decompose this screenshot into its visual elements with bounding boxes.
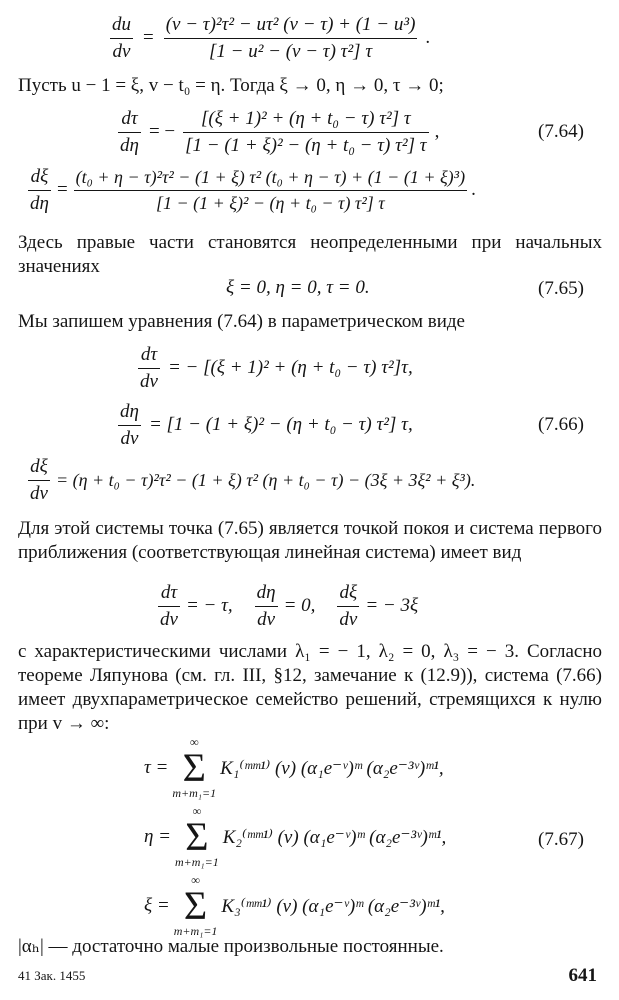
equation-7-66-c: [28, 456, 475, 505]
page-number: 641: [568, 965, 597, 986]
xi-rhs: = − 3ξ: [365, 595, 419, 617]
lhs: τ =: [144, 757, 169, 778]
equation-7-66-b: [118, 401, 413, 450]
equation-linear-system: [158, 582, 418, 631]
equation-punct: .: [425, 27, 431, 49]
rhs-expression: = [1 − (1 + ξ)² − (η + t₀ − τ) τ²] τ,: [148, 414, 413, 436]
lhs-denominator: dv: [140, 370, 158, 392]
rhs-denominator: [1 − (1 + ξ)² − (η + t₀ − τ) τ²] τ: [185, 134, 427, 156]
lhs-numerator: dη: [120, 401, 139, 422]
summand: K₃⁽ᵐᵐ¹⁾ (v) (α₁e⁻ᵛ)ᵐ (α₂e⁻³ᵛ)ᵐ¹,: [221, 895, 445, 917]
summand: K₂⁽ᵐᵐ¹⁾ (v) (α₁e⁻ᵛ)ᵐ (α₂e⁻³ᵛ)ᵐ¹,: [222, 826, 447, 848]
rhs-fraction: [164, 14, 418, 63]
printer-signature: 41 Зак. 1455: [18, 968, 86, 983]
lhs-denominator: dη: [30, 192, 49, 214]
paragraph-constants: |αₕ| — достаточно малые произвольные постоянные.: [18, 936, 444, 957]
tau-rhs: = − τ,: [185, 595, 233, 617]
equation-7-64-a: [118, 108, 439, 157]
equation-number-7-64: (7.64): [538, 121, 584, 142]
lhs: η =: [144, 826, 171, 847]
equation-punct: .: [471, 179, 476, 201]
lower-limit: m+m₁=1: [172, 786, 217, 800]
upper-limit: ∞: [191, 873, 200, 887]
lhs-denominator: dv: [30, 482, 48, 504]
equation-number-7-66: (7.66): [538, 414, 584, 435]
sum-sign: ∞ Σ m+m₁=1: [172, 735, 217, 800]
lhs-numerator: dξ: [30, 456, 48, 477]
equation-7-67-xi: [144, 874, 445, 938]
equals-minus: = −: [148, 121, 176, 143]
lhs-numerator: dτ: [140, 344, 158, 365]
rhs-denominator: [1 − (1 + ξ)² − (η + t₀ − τ) τ²] τ: [155, 192, 385, 213]
equation-number-7-67: (7.67): [538, 829, 584, 850]
equation-7-64-b: $\frac{d\xi}{d\eta}$ = $\frac{\text{(t₀ + η − τ)²τ² − (1 + ξ) τ² (t₀ + η − τ) + (1 − (1 + ξ)³)}}{\text{[1 − (1 + ξ)² − (η + t₀ − τ) τ²] τ}}$ .: [30, 166, 476, 214]
equation-7-65: ξ = 0, η = 0, τ = 0.: [226, 277, 370, 298]
xi-numerator: dξ: [339, 582, 358, 603]
equation-7-66-a: [138, 344, 413, 393]
substitution-line: Пусть u − 1 = ξ, v − t₀ = η. Тогда ξ → 0, η → 0, τ → 0;: [18, 75, 444, 96]
rhs-expression: = (η + t₀ − τ)²τ² − (1 + ξ) τ² (η + t₀ − τ) − (3ξ + 3ξ² + ξ³).: [55, 469, 476, 490]
sum-sign: ∞ Σ m+m₁=1: [175, 804, 219, 869]
summand: K₁⁽ᵐᵐ¹⁾ (v) (α₁e⁻ᵛ)ᵐ (α₂e⁻³ᵛ)ᵐ¹,: [220, 757, 444, 779]
upper-limit: ∞: [189, 735, 199, 749]
tau-denominator: dv: [160, 608, 178, 630]
rhs-numerator: (v − τ)²τ² − uτ² (v − τ) + (1 − u³): [165, 14, 416, 35]
lhs-denominator: dv: [120, 427, 139, 449]
sum-sign: ∞ Σ m+m₁=1: [173, 873, 218, 938]
paragraph-lyapunov: с характеристическими числами λ₁ = − 1, λ₂ = 0, λ₃ = − 3. Согласно теореме Ляпунова (см. гл. III, §12, замечание к (12.9)), система (7.66) имеет двухпараметрическое семейство решений, стремящихся к нулю при v → ∞:: [18, 641, 602, 734]
lhs-denominator: dη: [120, 134, 139, 156]
rhs-expression: = − [(ξ + 1)² + (η + t₀ − τ) τ²]τ,: [167, 357, 413, 379]
equation-du-dv: $\frac{du}{dv}$ = $\frac{\text{(v − τ)²τ² − uτ² (v − τ) + (1 − u³)}}{\text{[1 − u² − (v − τ) τ²] τ}}$ .: [112, 14, 431, 62]
tau-numerator: dτ: [160, 582, 178, 603]
rhs-numerator: (t₀ + η − τ)²τ² − (1 + ξ) τ² (t₀ + η − τ) + (1 − (1 + ξ)³): [75, 167, 466, 188]
eta-denominator: dv: [257, 608, 276, 630]
xi-denominator: dv: [339, 608, 358, 630]
equation-number-7-65: (7.65): [538, 278, 584, 299]
lhs-fraction: [110, 14, 133, 63]
lower-limit: m+m₁=1: [175, 855, 219, 869]
lhs: ξ =: [144, 895, 170, 916]
lhs-numerator: du: [112, 14, 131, 35]
upper-limit: ∞: [192, 804, 202, 818]
paragraph-indeterminate: Здесь правые части становятся неопределенными при начальных значениях: [18, 232, 602, 277]
eta-rhs: = 0,: [283, 595, 316, 617]
rhs-numerator: [(ξ + 1)² + (η + t₀ − τ) τ²] τ: [201, 108, 411, 129]
lhs-denominator: dv: [112, 40, 131, 62]
lhs-numerator: dξ: [30, 166, 49, 187]
paragraph-linear-system: Для этой системы точка (7.65) является точкой покоя и система первого приближения (соответствующая линейная система) имеет вид: [18, 518, 602, 563]
paragraph-parametric: Мы запишем уравнения (7.64) в параметрическом виде: [18, 311, 465, 332]
equation-7-67-tau: [144, 736, 444, 800]
eta-numerator: dη: [256, 582, 276, 603]
lhs-numerator: dτ: [121, 108, 138, 129]
equation-punct: ,: [434, 121, 440, 143]
rhs-denominator: [1 − u² − (v − τ) τ²] τ: [208, 40, 373, 62]
equation-7-67-eta: [144, 805, 446, 869]
lower-limit: m+m₁=1: [173, 924, 218, 938]
